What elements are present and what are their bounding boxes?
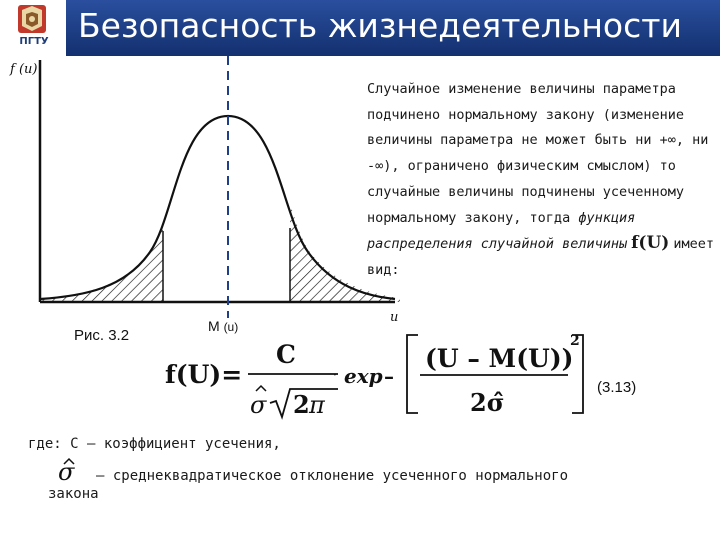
- svg-text:σ: σ: [58, 458, 75, 486]
- page-title: Безопасность жизнедеятельности: [78, 6, 682, 45]
- mean-label-text: M: [208, 318, 220, 334]
- pi-symbol: π: [309, 391, 325, 419]
- c-definition: где: С – коэффициент усечения,: [28, 436, 281, 452]
- paragraph-italic: функция распределения случайной величины: [367, 209, 636, 253]
- paragraph-ending: имеет вид:: [367, 236, 714, 278]
- normal-distribution-graph: [0, 56, 400, 326]
- university-logo: [4, 2, 60, 52]
- y-axis-label: f (u): [10, 62, 38, 77]
- sigma-definition-end: закона: [48, 486, 99, 502]
- density-curve: [40, 116, 395, 299]
- left-truncated-tail: [40, 156, 163, 302]
- mean-label-arg: (u): [223, 320, 239, 334]
- header-bar: [0, 0, 720, 60]
- formula-lhs: f(U)=: [165, 360, 243, 389]
- equation-number: (3.13): [597, 379, 637, 396]
- sigma-definition: – среднеквадратическое отклонение усеченного нормального: [96, 468, 569, 484]
- inner-denominator: 2σ̂: [470, 388, 505, 417]
- exp-label: exp: [344, 364, 383, 388]
- figure-caption: Рис. 3.2: [74, 327, 130, 344]
- x-axis-label: u: [390, 310, 399, 325]
- description-paragraph: [367, 77, 717, 284]
- left-bracket: [407, 335, 418, 413]
- two-digit: 2: [293, 390, 310, 419]
- formula: [0, 325, 600, 425]
- minus-sign: –: [384, 364, 394, 388]
- dot-operator: ·: [333, 368, 337, 382]
- inner-numerator: (U – M(U)): [425, 344, 574, 373]
- function-symbol: f(U): [631, 233, 670, 254]
- sigma-hat-symbol: [52, 454, 82, 486]
- power-exponent: 2: [570, 333, 580, 349]
- paragraph-text: Случайное изменение величины параметра подчинено нормальному закону (изменение величины параметра не может быть ни +∞, ни -∞), ограничено физическим смыслом) то случайные величины подчинены усеченному нормальному закону, тогда: [367, 81, 709, 226]
- logo-text: ПГТУ: [19, 36, 49, 47]
- formula-numerator: C: [276, 340, 296, 369]
- sigma-symbol: σ: [250, 391, 267, 419]
